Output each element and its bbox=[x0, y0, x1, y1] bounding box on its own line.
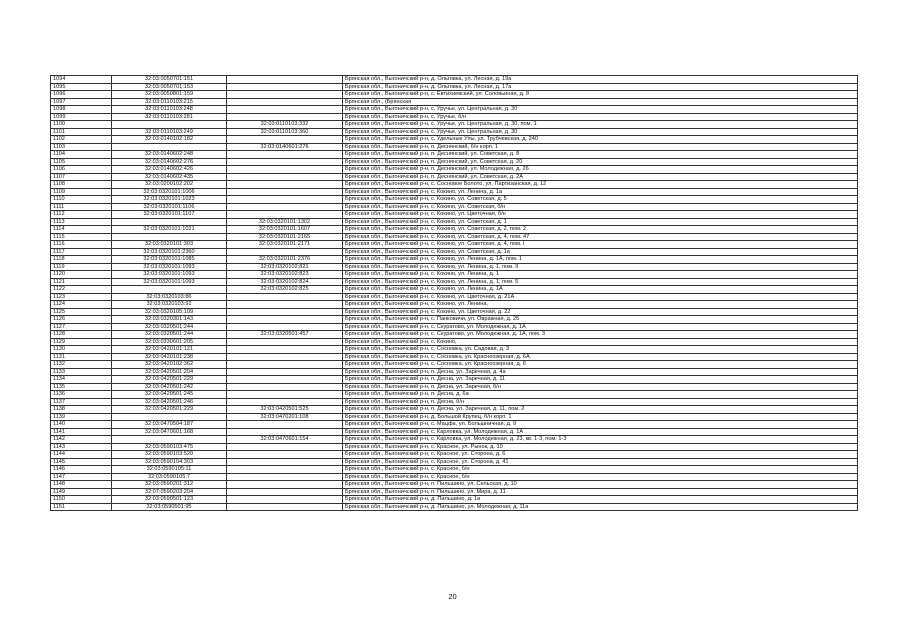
address-cell: Брянская обл., Выгоничский р-н, с. Кокино, ул. Советская, д. 1а bbox=[343, 248, 858, 256]
row-number-cell: 1128 bbox=[51, 331, 112, 339]
room-cadastral-cell bbox=[227, 421, 343, 429]
building-cadastral-cell: 32:03:0320101:1107 bbox=[112, 211, 227, 219]
table-row bbox=[51, 331, 858, 339]
room-cadastral-cell bbox=[227, 323, 343, 331]
room-cadastral-cell bbox=[227, 361, 343, 369]
address-cell: Брянская обл., Выгоничский р-н, с. Кокино, ул. Советская, б/н bbox=[343, 203, 858, 211]
building-cadastral-cell: 32:03:0320301:143 bbox=[112, 316, 227, 324]
table-row bbox=[51, 151, 858, 159]
building-cadastral-cell bbox=[112, 233, 227, 241]
table-row bbox=[51, 278, 858, 286]
address-cell: Брянская обл., Выгоничский р-н, с. Уручье, ул. Центральная, д. 30, пом. 1 bbox=[343, 121, 858, 129]
row-number-cell: 1112 bbox=[51, 211, 112, 219]
table-row bbox=[51, 383, 858, 391]
row-number-cell: 1109 bbox=[51, 188, 112, 196]
room-cadastral-cell bbox=[227, 181, 343, 189]
address-cell: Брянская обл., Выгоничский р-н, с. Кокино, ул. Цветочная, д. 21А bbox=[343, 293, 858, 301]
building-cadastral-cell: 32:03:0110103:215 bbox=[112, 98, 227, 106]
address-cell: Брянская обл., Выгоничский р-н, с. Кокино, ул. Ленина, д. 1а bbox=[343, 188, 858, 196]
room-cadastral-cell: 32:03:0320102:825 bbox=[227, 286, 343, 294]
room-cadastral-cell bbox=[227, 98, 343, 106]
room-cadastral-cell bbox=[227, 428, 343, 436]
address-cell: Брянская обл., Выгоничский р-н, с. Кокино, ул. Ленина, д. 1А, пом. 1 bbox=[343, 256, 858, 264]
table-row bbox=[51, 443, 858, 451]
table-row bbox=[51, 263, 858, 271]
room-cadastral-cell bbox=[227, 383, 343, 391]
address-cell: Брянская обл., Выгоничский р-н, с. Кокино, ул. Цветочная, д. 22 bbox=[343, 308, 858, 316]
row-number-cell: 1151 bbox=[51, 503, 112, 511]
row-number-cell: 1114 bbox=[51, 226, 112, 234]
building-cadastral-cell: 32:03:0590104:303 bbox=[112, 458, 227, 466]
building-cadastral-cell bbox=[112, 218, 227, 226]
address-cell: Брянская обл., Выгоничский р-н, с. Красное, ул. Рынок, д. 10 bbox=[343, 443, 858, 451]
address-cell: Брянская обл., Выгоничский р-н, с. Карловка, ул. Молодежная, д. 23, кв. 1-3, пом. 1-3 bbox=[343, 436, 858, 444]
building-cadastral-cell: 32:03:0200102:202 bbox=[112, 181, 227, 189]
address-cell: Брянская обл., Выгоничский р-н, с. Скуратово, ул. Молодежная, д. 1А, пом. 3 bbox=[343, 331, 858, 339]
row-number-cell: 1126 bbox=[51, 316, 112, 324]
room-cadastral-cell bbox=[227, 151, 343, 159]
room-cadastral-cell bbox=[227, 158, 343, 166]
room-cadastral-cell bbox=[227, 188, 343, 196]
row-number-cell: 1110 bbox=[51, 196, 112, 204]
address-cell: Брянская обл., Выгоничский р-н, с. Кокино, ул. Советская, д. 1 bbox=[343, 218, 858, 226]
table-row bbox=[51, 113, 858, 121]
room-cadastral-cell bbox=[227, 466, 343, 474]
table-row bbox=[51, 271, 858, 279]
table-row bbox=[51, 128, 858, 136]
row-number-cell: 1094 bbox=[51, 76, 112, 84]
room-cadastral-cell bbox=[227, 113, 343, 121]
table-row bbox=[51, 338, 858, 346]
address-cell: Брянская обл., Выгоничский р-н, с. Скуратово, ул. Молодежная, д. 1А bbox=[343, 323, 858, 331]
address-cell: Брянская обл., Выгоничский р-н, п. Деснянский, ул. Молодежная, д. 26 bbox=[343, 166, 858, 174]
row-number-cell: 1144 bbox=[51, 451, 112, 459]
table-row bbox=[51, 173, 858, 181]
room-cadastral-cell bbox=[227, 203, 343, 211]
row-number-cell: 1120 bbox=[51, 271, 112, 279]
table-row bbox=[51, 421, 858, 429]
address-cell: Брянская обл., Выгоничский р-н, с. Сосновое Болото, ул. Партизанская, д. 12 bbox=[343, 181, 858, 189]
row-number-cell: 1098 bbox=[51, 106, 112, 114]
room-cadastral-cell bbox=[227, 196, 343, 204]
building-cadastral-cell: 32:03:0320101:1106 bbox=[112, 203, 227, 211]
row-number-cell: 1115 bbox=[51, 233, 112, 241]
row-number-cell: 1116 bbox=[51, 241, 112, 249]
row-number-cell: 1137 bbox=[51, 398, 112, 406]
building-cadastral-cell: 32:03:0590103:475 bbox=[112, 443, 227, 451]
building-cadastral-cell: 32:03:0420501:229 bbox=[112, 376, 227, 384]
room-cadastral-cell bbox=[227, 316, 343, 324]
address-cell: Брянская обл., Выгоничский р-н, с. Кокино, ул. Цветочная, б/н bbox=[343, 211, 858, 219]
address-cell: Брянская обл., Выгоничский р-н, п. Десна, б/н bbox=[343, 398, 858, 406]
table-row bbox=[51, 203, 858, 211]
room-cadastral-cell: 32:03:0470601:154 bbox=[227, 436, 343, 444]
address-cell: Брянская обл., Выгоничский р-н, с. Красное, б/н bbox=[343, 473, 858, 481]
table-row bbox=[51, 481, 858, 489]
row-number-cell: 1101 bbox=[51, 128, 112, 136]
table-row bbox=[51, 436, 858, 444]
row-number-cell: 1119 bbox=[51, 263, 112, 271]
address-cell: Брянская обл., Выгоничский р-н, с. Карловка, ул. Молодежная, д. 1А bbox=[343, 428, 858, 436]
row-number-cell: 1118 bbox=[51, 256, 112, 264]
table-row bbox=[51, 188, 858, 196]
row-number-cell: 1099 bbox=[51, 113, 112, 121]
room-cadastral-cell: 32:03:0110103:360 bbox=[227, 128, 343, 136]
address-cell: Брянская обл., Выгоничский р-н, п. Десна, ул. Заречная, д. 11, пом. 2 bbox=[343, 406, 858, 414]
address-cell: Брянская обл., Выгоничский р-н, с. Кокино, ул. Советская, д. 4, пом. I bbox=[343, 241, 858, 249]
address-cell: Брянская обл., Выгоничский р-н, п. Десна, д. 6а bbox=[343, 391, 858, 399]
room-cadastral-cell bbox=[227, 136, 343, 144]
address-cell: Брянская обл., Выгоничский р-н, д. Ольговка, ул. Лесная, д. 19а bbox=[343, 76, 858, 84]
row-number-cell: 1148 bbox=[51, 481, 112, 489]
table-row bbox=[51, 98, 858, 106]
table-row bbox=[51, 428, 858, 436]
address-cell: Брянская обл., Выгоничский р-н, с. Кокино, ул. Советская, д. 5 bbox=[343, 196, 858, 204]
table-row bbox=[51, 181, 858, 189]
table-row bbox=[51, 76, 858, 84]
row-number-cell: 1123 bbox=[51, 293, 112, 301]
registry-table bbox=[50, 75, 858, 511]
building-cadastral-cell: 32:03:0050801:159 bbox=[112, 91, 227, 99]
table-row bbox=[51, 451, 858, 459]
table-row bbox=[51, 368, 858, 376]
row-number-cell: 1096 bbox=[51, 91, 112, 99]
address-cell: Брянская обл., Выгоничский р-н, с. Кокино, ул. Ленина, д. 1, пом. II bbox=[343, 263, 858, 271]
table-row bbox=[51, 503, 858, 511]
row-number-cell: 1135 bbox=[51, 383, 112, 391]
building-cadastral-cell: 32:03:0420501:204 bbox=[112, 368, 227, 376]
address-cell: Брянская обл., Выгоничский р-н, с. Кокино, ул. Советская, д. 4, пом. 47 bbox=[343, 233, 858, 241]
address-cell: Брянская обл., Выгоничский р-н, с. Сосновка, ул. Красноозерная, д. 6 bbox=[343, 361, 858, 369]
building-cadastral-cell: 32:03:0320101:2360 bbox=[112, 248, 227, 256]
address-cell: Брянская обл., Выгоничский р-н, с. Кокино, bbox=[343, 338, 858, 346]
table-row bbox=[51, 346, 858, 354]
row-number-cell: 1104 bbox=[51, 151, 112, 159]
page-number: 20 bbox=[448, 592, 457, 601]
table-row bbox=[51, 458, 858, 466]
row-number-cell: 1134 bbox=[51, 376, 112, 384]
row-number-cell: 1117 bbox=[51, 248, 112, 256]
room-cadastral-cell bbox=[227, 248, 343, 256]
row-number-cell: 1129 bbox=[51, 338, 112, 346]
building-cadastral-cell bbox=[112, 436, 227, 444]
building-cadastral-cell: 32:03:0590201:312 bbox=[112, 481, 227, 489]
row-number-cell: 1103 bbox=[51, 143, 112, 151]
row-number-cell: 1124 bbox=[51, 301, 112, 309]
table-row bbox=[51, 121, 858, 129]
building-cadastral-cell: 32:03:0320103:86 bbox=[112, 293, 227, 301]
building-cadastral-cell: 32:03:0320101:1021 bbox=[112, 226, 227, 234]
table-row bbox=[51, 308, 858, 316]
registry-table-body bbox=[51, 76, 858, 511]
address-cell: Брянская обл., Выгоничский р-н, с. Сосновка, ул. Красноозерная, д. 6А bbox=[343, 353, 858, 361]
room-cadastral-cell bbox=[227, 391, 343, 399]
table-row bbox=[51, 226, 858, 234]
room-cadastral-cell bbox=[227, 458, 343, 466]
table-row bbox=[51, 293, 858, 301]
row-number-cell: 1136 bbox=[51, 391, 112, 399]
building-cadastral-cell: 32:03:0140602:426 bbox=[112, 166, 227, 174]
building-cadastral-cell bbox=[112, 143, 227, 151]
building-cadastral-cell: 32:03:0420101:121 bbox=[112, 346, 227, 354]
address-cell: Брянская обл., Выгоничский р-н, с. Уручье, ул. Центральная, д. 30 bbox=[343, 128, 858, 136]
room-cadastral-cell bbox=[227, 91, 343, 99]
building-cadastral-cell: 32:07:0590203:204 bbox=[112, 488, 227, 496]
building-cadastral-cell: 32:03:0590105:11 bbox=[112, 466, 227, 474]
room-cadastral-cell bbox=[227, 473, 343, 481]
table-row bbox=[51, 361, 858, 369]
row-number-cell: 1133 bbox=[51, 368, 112, 376]
address-cell: Брянская обл., Выгоничский р-н, п. Десна, ул. Заречная, д. 4а bbox=[343, 368, 858, 376]
table-row bbox=[51, 376, 858, 384]
row-number-cell: 1131 bbox=[51, 353, 112, 361]
row-number-cell: 1138 bbox=[51, 406, 112, 414]
room-cadastral-cell bbox=[227, 293, 343, 301]
building-cadastral-cell: 32:03:0140602:248 bbox=[112, 151, 227, 159]
address-cell: Брянская обл., (Брянская bbox=[343, 98, 858, 106]
row-number-cell: 1122 bbox=[51, 286, 112, 294]
table-row bbox=[51, 248, 858, 256]
building-cadastral-cell: 32:03:0590103:520 bbox=[112, 451, 227, 459]
table-row bbox=[51, 83, 858, 91]
building-cadastral-cell: 32:03:0420102:362 bbox=[112, 361, 227, 369]
address-cell: Брянская обл., Выгоничский р-н, с. Красное, ул. Сторона, д. 6 bbox=[343, 451, 858, 459]
row-number-cell: 1146 bbox=[51, 466, 112, 474]
room-cadastral-cell bbox=[227, 308, 343, 316]
building-cadastral-cell: 32:03:0420501:245 bbox=[112, 391, 227, 399]
building-cadastral-cell: 32:03:0320105:109 bbox=[112, 308, 227, 316]
building-cadastral-cell: 32:03:0330601:205 bbox=[112, 338, 227, 346]
row-number-cell: 1108 bbox=[51, 181, 112, 189]
row-number-cell: 1125 bbox=[51, 308, 112, 316]
building-cadastral-cell: 32:03:0320101:1023 bbox=[112, 196, 227, 204]
row-number-cell: 1145 bbox=[51, 458, 112, 466]
room-cadastral-cell bbox=[227, 496, 343, 504]
room-cadastral-cell bbox=[227, 346, 343, 354]
table-row bbox=[51, 196, 858, 204]
table-row bbox=[51, 323, 858, 331]
table-row bbox=[51, 301, 858, 309]
row-number-cell: 1142 bbox=[51, 436, 112, 444]
building-cadastral-cell: 32:03:0420101:238 bbox=[112, 353, 227, 361]
table-row bbox=[51, 473, 858, 481]
table-row bbox=[51, 106, 858, 114]
table-row bbox=[51, 406, 858, 414]
row-number-cell: 1140 bbox=[51, 421, 112, 429]
room-cadastral-cell bbox=[227, 443, 343, 451]
building-cadastral-cell: 32:03:0140602:435 bbox=[112, 173, 227, 181]
address-cell: Брянская обл., Выгоничский р-н, п. Деснянский, б/н корп. 1 bbox=[343, 143, 858, 151]
table-row bbox=[51, 316, 858, 324]
row-number-cell: 1111 bbox=[51, 203, 112, 211]
room-cadastral-cell bbox=[227, 301, 343, 309]
building-cadastral-cell bbox=[112, 121, 227, 129]
address-cell: Брянская обл., Выгоничский р-н, п. Десна, ул. Заречная, б/н bbox=[343, 383, 858, 391]
room-cadastral-cell: 32:03:0320101:1607 bbox=[227, 226, 343, 234]
room-cadastral-cell bbox=[227, 481, 343, 489]
address-cell: Брянская обл., Выгоничский р-н, с. Панковичи, ул. Овражная, д. 25 bbox=[343, 316, 858, 324]
table-row bbox=[51, 496, 858, 504]
building-cadastral-cell: 32:03:0050701:151 bbox=[112, 76, 227, 84]
room-cadastral-cell bbox=[227, 106, 343, 114]
address-cell: Брянская обл., Выгоничский р-н, с. Красное, ул. Сторона, д. 41 bbox=[343, 458, 858, 466]
table-row bbox=[51, 233, 858, 241]
address-cell: Брянская обл., Выгоничский р-н, с. Кокино, ул. Ленина, д. 1 bbox=[343, 271, 858, 279]
building-cadastral-cell: 32:03:0320101:1006 bbox=[112, 188, 227, 196]
row-number-cell: 1147 bbox=[51, 473, 112, 481]
address-cell: Брянская обл., Выгоничский р-н, с. Кокино, ул. Ленина, д. 1, пом. 5 bbox=[343, 278, 858, 286]
address-cell: Брянская обл., Выгоничский р-н, с. Кокино, ул. Ленина, bbox=[343, 301, 858, 309]
building-cadastral-cell: 32:03:0110103:249 bbox=[112, 128, 227, 136]
building-cadastral-cell: 32:03:0420501:242 bbox=[112, 383, 227, 391]
table-row bbox=[51, 398, 858, 406]
row-number-cell: 1102 bbox=[51, 136, 112, 144]
room-cadastral-cell: 32:03:0320102:823 bbox=[227, 271, 343, 279]
room-cadastral-cell bbox=[227, 76, 343, 84]
row-number-cell: 1105 bbox=[51, 158, 112, 166]
building-cadastral-cell bbox=[112, 286, 227, 294]
table-row bbox=[51, 218, 858, 226]
building-cadastral-cell: 32:03:0320501:244 bbox=[112, 331, 227, 339]
row-number-cell: 1097 bbox=[51, 98, 112, 106]
building-cadastral-cell: 32:03:0590501:95 bbox=[112, 503, 227, 511]
room-cadastral-cell: 32:03:0110103:332 bbox=[227, 121, 343, 129]
row-number-cell: 1141 bbox=[51, 428, 112, 436]
room-cadastral-cell bbox=[227, 353, 343, 361]
address-cell: Брянская обл., Выгоничский р-н, п. Деснянский, ул. Советская, д. 2А bbox=[343, 173, 858, 181]
room-cadastral-cell: 32:03:0320102:821 bbox=[227, 263, 343, 271]
building-cadastral-cell: 32:03:0420501:246 bbox=[112, 398, 227, 406]
address-cell: Брянская обл., Выгоничский р-н, с. Сосновка, ул. Садовая, д. 3 bbox=[343, 346, 858, 354]
row-number-cell: 1132 bbox=[51, 361, 112, 369]
building-cadastral-cell: 32:03:0470504:187 bbox=[112, 421, 227, 429]
table-row bbox=[51, 143, 858, 151]
row-number-cell: 1150 bbox=[51, 496, 112, 504]
row-number-cell: 1127 bbox=[51, 323, 112, 331]
building-cadastral-cell: 32:03:0320101:1093 bbox=[112, 271, 227, 279]
room-cadastral-cell bbox=[227, 451, 343, 459]
room-cadastral-cell bbox=[227, 376, 343, 384]
table-row bbox=[51, 158, 858, 166]
row-number-cell: 1100 bbox=[51, 121, 112, 129]
building-cadastral-cell bbox=[112, 413, 227, 421]
address-cell: Брянская обл., Выгоничский р-н, д. Большой Крупец, б/н корп. 1 bbox=[343, 413, 858, 421]
room-cadastral-cell: 32:03:0320501:457 bbox=[227, 331, 343, 339]
table-row bbox=[51, 413, 858, 421]
table-row bbox=[51, 488, 858, 496]
address-cell: Брянская обл., Выгоничский р-н, с. Удельные Упы, ул. Трубчевская, д. 240 bbox=[343, 136, 858, 144]
building-cadastral-cell: 32:03:0140602:276 bbox=[112, 158, 227, 166]
table-row bbox=[51, 286, 858, 294]
address-cell: Брянская обл., Выгоничский р-н, с. Кокино, ул. Ленина, д. 1А bbox=[343, 286, 858, 294]
building-cadastral-cell: 32:03:0320101:1093 bbox=[112, 263, 227, 271]
row-number-cell: 1106 bbox=[51, 166, 112, 174]
table-row bbox=[51, 353, 858, 361]
room-cadastral-cell: 32:03:0320101:2171 bbox=[227, 241, 343, 249]
building-cadastral-cell: 32:03:0320103:91 bbox=[112, 301, 227, 309]
table-row bbox=[51, 166, 858, 174]
table-row bbox=[51, 91, 858, 99]
table-row bbox=[51, 466, 858, 474]
row-number-cell: 1107 bbox=[51, 173, 112, 181]
address-cell: Брянская обл., Выгоничский р-н, с. Красное, б/н bbox=[343, 466, 858, 474]
building-cadastral-cell: 32:03:0110103:248 bbox=[112, 106, 227, 114]
table-row bbox=[51, 136, 858, 144]
building-cadastral-cell: 32:03:0320101:1085 bbox=[112, 256, 227, 264]
address-cell: Брянская обл., Выгоничский р-н, д. Пильшино, ул. Молодежная, д. 11а bbox=[343, 503, 858, 511]
address-cell: Брянская обл., Выгоничский р-н, с. Уручье, б/н bbox=[343, 113, 858, 121]
row-number-cell: 1121 bbox=[51, 278, 112, 286]
room-cadastral-cell bbox=[227, 83, 343, 91]
room-cadastral-cell: 32:03:0320102:824 bbox=[227, 278, 343, 286]
room-cadastral-cell bbox=[227, 173, 343, 181]
address-cell: Брянская обл., Выгоничский р-н, п. Деснянский, ул. Советская, д. 20 bbox=[343, 158, 858, 166]
table-row bbox=[51, 391, 858, 399]
room-cadastral-cell bbox=[227, 338, 343, 346]
room-cadastral-cell: 32:03:0470201:108 bbox=[227, 413, 343, 421]
address-cell: Брянская обл., Выгоничский р-н, с. Евтихиевский, ул. Соловьиная, д. 8 bbox=[343, 91, 858, 99]
building-cadastral-cell: 32:03:0140102:182 bbox=[112, 136, 227, 144]
room-cadastral-cell: 32:03:0320101:1302 bbox=[227, 218, 343, 226]
building-cadastral-cell: 32:03:0320501:244 bbox=[112, 323, 227, 331]
table-row bbox=[51, 241, 858, 249]
building-cadastral-cell: 32:03:0050701:153 bbox=[112, 83, 227, 91]
address-cell: Брянская обл., Выгоничский р-н, с. Уручье, ул. Центральная, д. 30 bbox=[343, 106, 858, 114]
room-cadastral-cell bbox=[227, 211, 343, 219]
table-row bbox=[51, 256, 858, 264]
room-cadastral-cell bbox=[227, 503, 343, 511]
row-number-cell: 1143 bbox=[51, 443, 112, 451]
address-cell: Брянская обл., Выгоничский р-н, п. Десна, ул. Заречная, д. 11 bbox=[343, 376, 858, 384]
room-cadastral-cell: 32:03:0420501:525 bbox=[227, 406, 343, 414]
address-cell: Брянская обл., Выгоничский р-н, д. Пильшино, д. 1а bbox=[343, 496, 858, 504]
address-cell: Брянская обл., Выгоничский р-н, д. Ольговка, ул. Лесная, д. 17а bbox=[343, 83, 858, 91]
address-cell: Брянская обл., Выгоничский р-н, п. Пильшино, ул. Мира, д. 11 bbox=[343, 488, 858, 496]
building-cadastral-cell: 32:03:0590105:7 bbox=[112, 473, 227, 481]
row-number-cell: 1139 bbox=[51, 413, 112, 421]
address-cell: Брянская обл., Выгоничский р-н, с. Кокино, ул. Советская, д. 2, пом. 2 bbox=[343, 226, 858, 234]
building-cadastral-cell: 32:03:0110103:281 bbox=[112, 113, 227, 121]
room-cadastral-cell: 32:03:0140601:276 bbox=[227, 143, 343, 151]
building-cadastral-cell: 32:03:0320101:1093 bbox=[112, 278, 227, 286]
room-cadastral-cell: 32:03:0320101:2376 bbox=[227, 256, 343, 264]
row-number-cell: 1113 bbox=[51, 218, 112, 226]
row-number-cell: 1095 bbox=[51, 83, 112, 91]
table-row bbox=[51, 211, 858, 219]
building-cadastral-cell: 32:03:0320101:303 bbox=[112, 241, 227, 249]
address-cell: Брянская обл., Выгоничский р-н, п. Пильшино, ул. Сельская, д. 10 bbox=[343, 481, 858, 489]
room-cadastral-cell bbox=[227, 368, 343, 376]
room-cadastral-cell: 32:03:0320101:2165 bbox=[227, 233, 343, 241]
address-cell: Брянская обл., Выгоничский р-н, с. Мацфа, ул. Большничная, д. 9 bbox=[343, 421, 858, 429]
building-cadastral-cell: 32:03:0470601:168 bbox=[112, 428, 227, 436]
row-number-cell: 1130 bbox=[51, 346, 112, 354]
room-cadastral-cell bbox=[227, 398, 343, 406]
room-cadastral-cell bbox=[227, 488, 343, 496]
room-cadastral-cell bbox=[227, 166, 343, 174]
building-cadastral-cell: 32:03:0590501:123 bbox=[112, 496, 227, 504]
address-cell: Брянская обл., Выгоничский р-н, п. Деснянский, ул. Советская, д. 8 bbox=[343, 151, 858, 159]
row-number-cell: 1149 bbox=[51, 488, 112, 496]
building-cadastral-cell: 32:03:0420501:229 bbox=[112, 406, 227, 414]
